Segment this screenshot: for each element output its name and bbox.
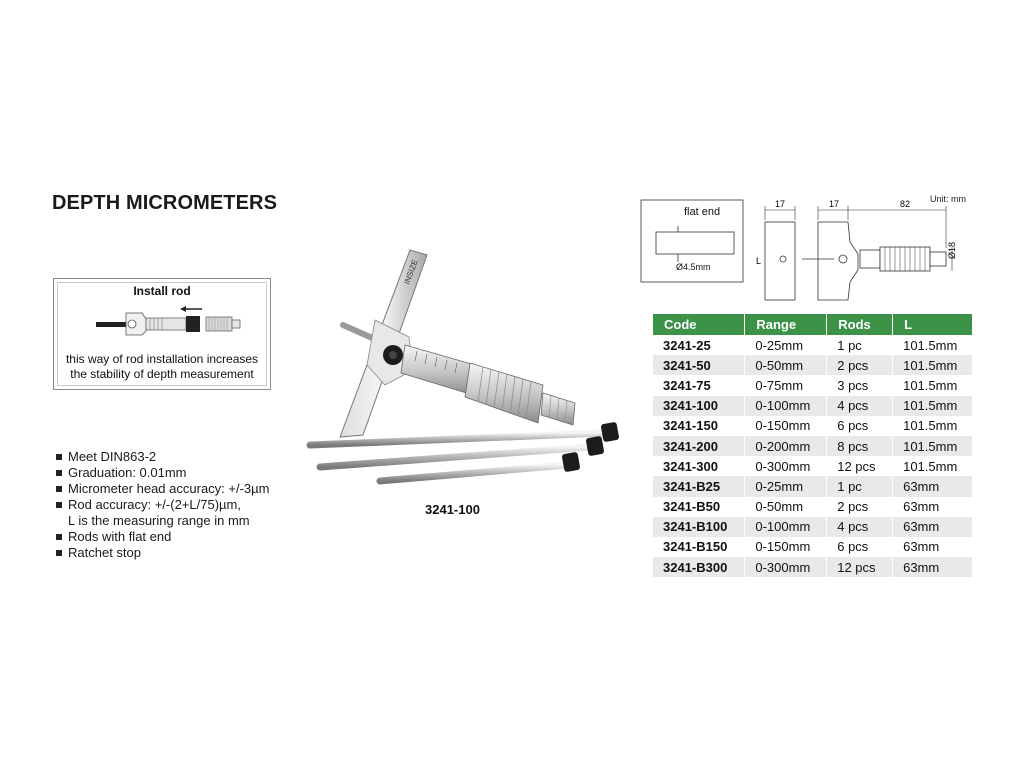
cell-range: 0-50mm xyxy=(745,497,827,517)
cell-rods: 2 pcs xyxy=(827,355,893,375)
install-rod-text-line1: this way of rod installation increases xyxy=(65,352,259,366)
dim-17-front: 17 xyxy=(829,199,840,209)
cell-range: 0-150mm xyxy=(745,416,827,436)
cell-l: 63mm xyxy=(893,497,973,517)
svg-text:INSIZE: INSIZE xyxy=(402,258,420,286)
cell-l: 101.5mm xyxy=(893,375,973,395)
cell-code: 3241-200 xyxy=(653,436,745,456)
cell-rods: 3 pcs xyxy=(827,375,893,395)
table-row xyxy=(653,557,973,577)
col-header-rods: Rods xyxy=(827,314,893,335)
cell-code: 3241-150 xyxy=(653,416,745,436)
table-row xyxy=(653,537,973,557)
table-row xyxy=(653,476,973,496)
cell-range: 0-75mm xyxy=(745,375,827,395)
cell-rods: 2 pcs xyxy=(827,497,893,517)
table-row xyxy=(653,436,973,456)
cell-l: 101.5mm xyxy=(893,355,973,375)
col-header-code: Code xyxy=(653,314,745,335)
col-header-range: Range xyxy=(745,314,827,335)
cell-range: 0-300mm xyxy=(745,557,827,577)
table-row xyxy=(653,396,973,416)
spec-table-body xyxy=(653,335,973,577)
feature-item: Graduation: 0.01mm xyxy=(56,465,269,481)
cell-rods: 1 pc xyxy=(827,335,893,355)
install-rod-illustration xyxy=(84,301,244,347)
table-header-row xyxy=(653,314,973,335)
cell-l: 63mm xyxy=(893,476,973,496)
cell-range: 0-50mm xyxy=(745,355,827,375)
cell-code: 3241-B100 xyxy=(653,517,745,537)
table-row xyxy=(653,497,973,517)
unit-label: Unit: mm xyxy=(930,194,966,204)
cell-l: 101.5mm xyxy=(893,436,973,456)
cell-range: 0-300mm xyxy=(745,456,827,476)
install-rod-description xyxy=(53,352,271,382)
cell-rods: 8 pcs xyxy=(827,436,893,456)
cell-rods: 1 pc xyxy=(827,476,893,496)
flat-end-label: flat end xyxy=(684,206,721,218)
feature-item: Meet DIN863-2 xyxy=(56,449,269,465)
cell-l: 63mm xyxy=(893,517,973,537)
cell-range: 0-200mm xyxy=(745,436,827,456)
dim-diameter-18: Ø18 xyxy=(947,241,957,259)
features-list xyxy=(56,449,269,561)
cell-l: 101.5mm xyxy=(893,396,973,416)
cell-code: 3241-75 xyxy=(653,375,745,395)
cell-rods: 6 pcs xyxy=(827,416,893,436)
col-header-l: L xyxy=(893,314,973,335)
cell-rods: 12 pcs xyxy=(827,456,893,476)
depth-micrometer-image xyxy=(305,245,635,495)
table-row xyxy=(653,456,973,476)
cell-l: 101.5mm xyxy=(893,416,973,436)
feature-item: Micrometer head accuracy: +/-3µm xyxy=(56,481,269,497)
cell-rods: 6 pcs xyxy=(827,537,893,557)
install-rod-text-line2: the stability of depth measurement xyxy=(70,367,254,381)
cell-l: 101.5mm xyxy=(893,456,973,476)
product-model-label: 3241-100 xyxy=(425,502,480,517)
cell-range: 0-25mm xyxy=(745,335,827,355)
cell-l: 101.5mm xyxy=(893,335,973,355)
table-row xyxy=(653,517,973,537)
cell-range: 0-150mm xyxy=(745,537,827,557)
cell-code: 3241-B50 xyxy=(653,497,745,517)
install-rod-heading: Install rod xyxy=(133,284,191,298)
cell-code: 3241-25 xyxy=(653,335,745,355)
cell-rods: 4 pcs xyxy=(827,396,893,416)
feature-item: Rods with flat end xyxy=(56,529,269,545)
cell-range: 0-100mm xyxy=(745,517,827,537)
cell-code: 3241-B150 xyxy=(653,537,745,557)
cell-code: 3241-B25 xyxy=(653,476,745,496)
page-title: DEPTH MICROMETERS xyxy=(52,192,278,214)
cell-l: 63mm xyxy=(893,537,973,557)
feature-item: Ratchet stop xyxy=(56,545,269,561)
cell-code: 3241-50 xyxy=(653,355,745,375)
spec-table xyxy=(653,314,973,577)
cell-code: 3241-B300 xyxy=(653,557,745,577)
table-row xyxy=(653,335,973,355)
table-row xyxy=(653,416,973,436)
table-row xyxy=(653,355,973,375)
cell-code: 3241-300 xyxy=(653,456,745,476)
cell-range: 0-25mm xyxy=(745,476,827,496)
table-row xyxy=(653,375,973,395)
feature-item: Rod accuracy: +/-(2+L/75)µm, L is the measuring range in mm xyxy=(56,497,269,529)
cell-l: 63mm xyxy=(893,557,973,577)
cell-rods: 4 pcs xyxy=(827,517,893,537)
cell-range: 0-100mm xyxy=(745,396,827,416)
rod-diameter-label: Ø4.5mm xyxy=(676,262,711,272)
cell-code: 3241-100 xyxy=(653,396,745,416)
dim-17-side: 17 xyxy=(775,199,786,209)
dim-L: L xyxy=(756,256,762,266)
cell-rods: 12 pcs xyxy=(827,557,893,577)
dim-82: 82 xyxy=(900,199,911,209)
